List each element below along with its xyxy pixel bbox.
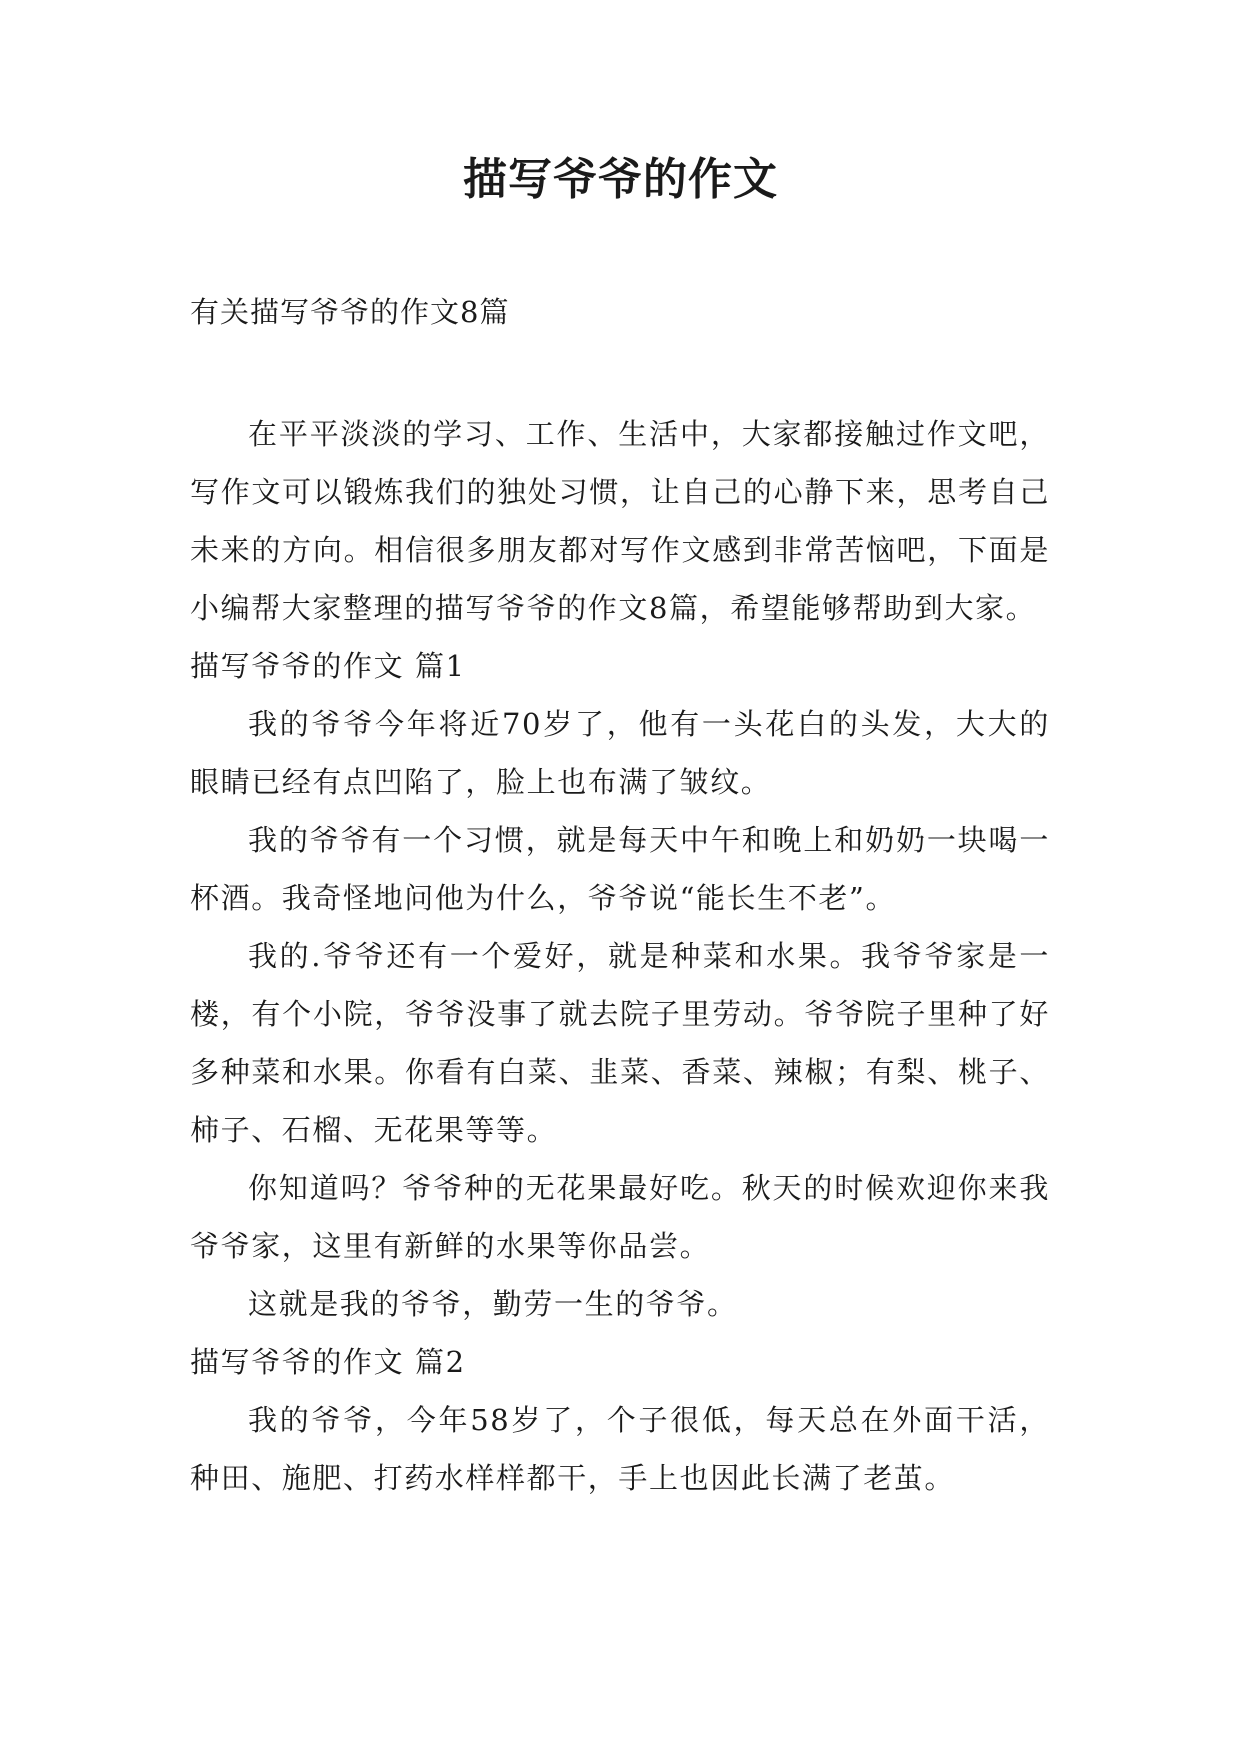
intro-paragraph: 在平平淡淡的学习、工作、生活中，大家都接触过作文吧，写作文可以锻炼我们的独处习惯，让自己的心静下来，思考自己未来的方向。相信很多朋友都对写作文感到非常苦恼吧，下面是小编帮大家整理的描写爷爷的作文8篇，希望能够帮助到大家。 [190,417,1050,625]
essay-1-paragraph-1: 我的爷爷今年将近70岁了，他有一头花白的头发，大大的眼睛已经有点凹陷了，脸上也布满了皱纹。 [190,707,1050,799]
essay-1-paragraph-2: 我的爷爷有一个习惯，就是每天中午和晚上和奶奶一块喝一杯酒。我奇怪地问他为什么，爷爷说“能长生不老”。 [190,823,1050,915]
essay-2-paragraph-1: 我的爷爷，今年58岁了，个子很低，每天总在外面干活，种田、施肥、打药水样样都干，手上也因此长满了老茧。 [190,1403,1050,1495]
essay-2-heading: 描写爷爷的作文 篇2 [190,1345,466,1379]
document-title: 描写爷爷的作文 [463,154,778,205]
essay-1-paragraph-3: 我的.爷爷还有一个爱好，就是种菜和水果。我爷爷家是一楼，有个小院，爷爷没事了就去院子里劳动。爷爷院子里种了好多种菜和水果。你看有白菜、韭菜、香菜、辣椒；有梨、桃子、柿子、石榴、无花果等等。 [190,939,1050,1147]
document-body [190,405,1050,1507]
essay-1-paragraph-5: 这就是我的爷爷，勤劳一生的爷爷。 [248,1287,738,1321]
essay-1-paragraph-4: 你知道吗？爷爷种的无花果最好吃。秋天的时候欢迎你来我爷爷家，这里有新鲜的水果等你品尝。 [190,1171,1050,1263]
essay-1-heading: 描写爷爷的作文 篇1 [190,649,466,683]
document-subtitle: 有关描写爷爷的作文8篇 [190,295,510,329]
